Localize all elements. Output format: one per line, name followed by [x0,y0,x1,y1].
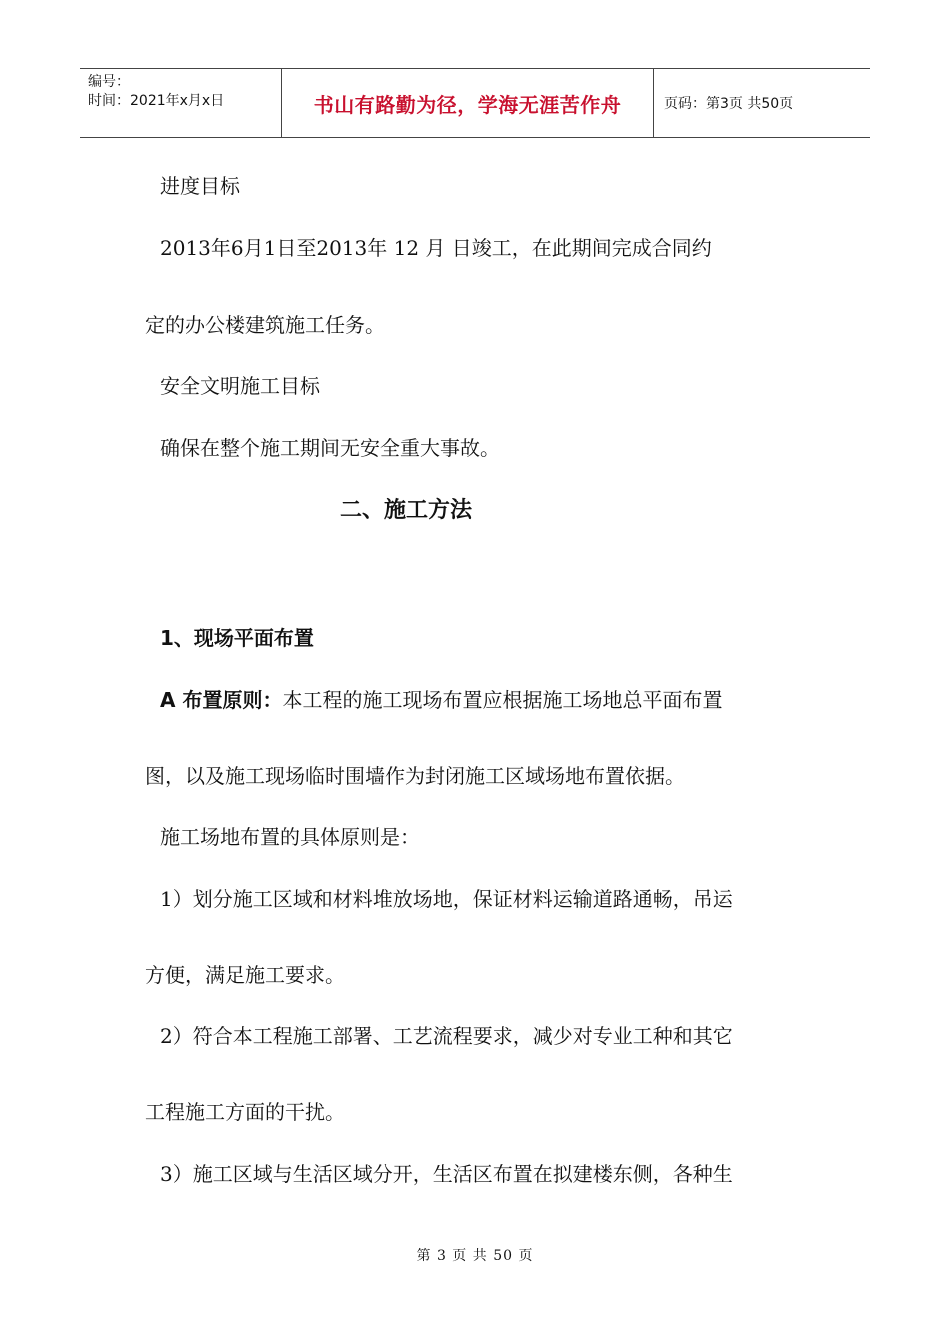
document-date: 时间：2021年x月x日 [88,93,225,109]
paragraph-line: 图，以及施工现场临时围墙作为封闭施工区域场地布置依据。 [145,764,685,788]
header-page-number: 页码：第3页 共50页 [664,96,794,112]
paragraph-line: 确保在整个施工期间无安全重大事故。 [160,436,500,460]
page-footer: 第 3 页 共 50 页 [416,1248,534,1264]
header-page-cell [654,69,870,137]
list-item: 2）符合本工程施工部署、工艺流程要求，减少对专业工种和其它 [160,1024,733,1048]
section-title: 二、施工方法 [340,498,473,523]
paragraph-line: 定的办公楼建筑施工任务。 [145,313,385,337]
page-header [80,68,870,138]
header-meta [80,69,281,137]
header-motto-cell [281,69,654,137]
list-item-continuation: 工程施工方面的干扰。 [145,1100,345,1124]
heading-schedule-goal: 进度目标 [160,174,240,198]
document-number: 编号： [88,74,130,90]
list-item: 1）划分施工区域和材料堆放场地，保证材料运输道路通畅，吊运 [160,887,733,911]
paragraph-line: 施工场地布置的具体原则是： [160,825,420,849]
list-item-continuation: 方便，满足施工要求。 [145,963,345,987]
paragraph-line [160,686,722,714]
header-motto: 书山有路勤为径，学海无涯苦作舟 [313,92,622,117]
principle-label: A 布置原则： [160,688,283,712]
heading-safety-goal: 安全文明施工目标 [160,374,320,398]
paragraph-line: 2013年6月1日至2013年 12 月 日竣工，在此期间完成合同约 [160,236,712,260]
principle-text: 本工程的施工现场布置应根据施工场地总平面布置 [282,688,723,712]
list-item: 3）施工区域与生活区域分开，生活区布置在拟建楼东侧，各种生 [160,1162,733,1186]
subsection-title: 1、现场平面布置 [160,626,314,650]
